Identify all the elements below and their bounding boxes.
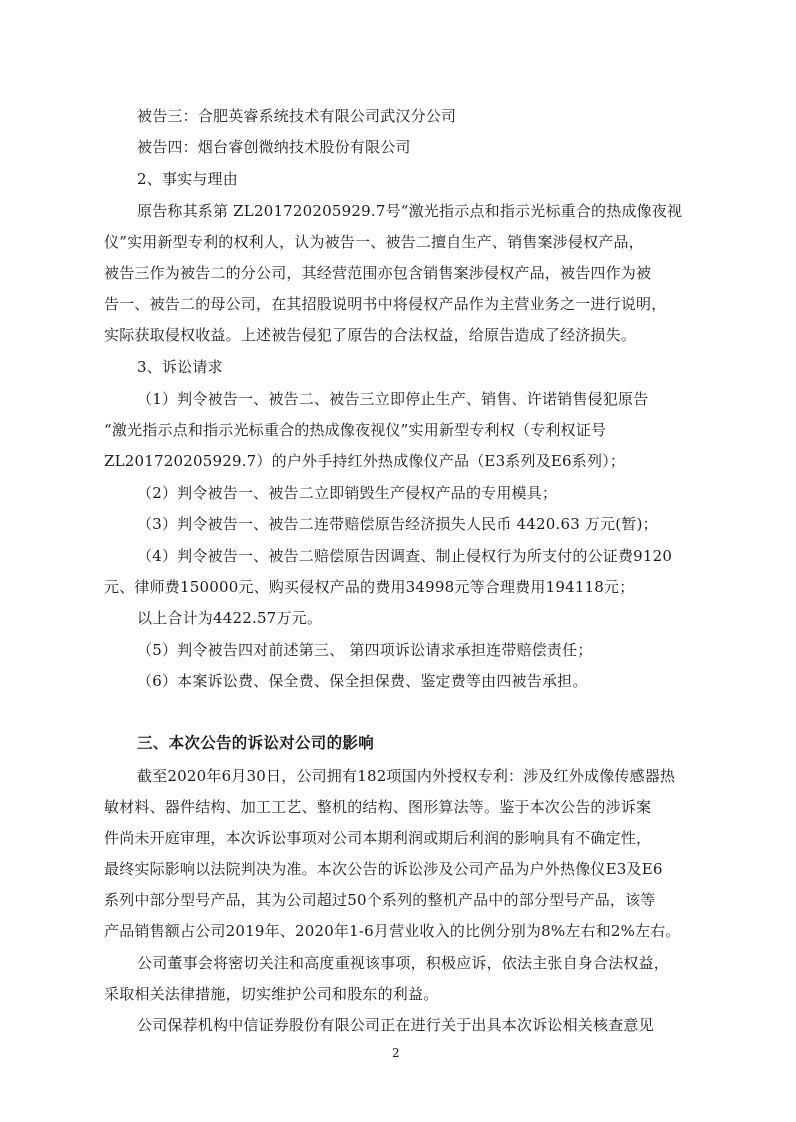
- board-line: 采取相关法律措施，切实维护公司和股东的利益。: [104, 985, 439, 1003]
- facts-line: 告一、被告二的母公司，在其招股说明书中将侵权产品作为主营业务之一进行说明，: [104, 295, 667, 313]
- board-line: 公司董事会将密切关注和高度重视该事项，积极应诉，依法主张自身合法权益，: [137, 954, 670, 972]
- claim-total: 以上合计为4422.57万元。: [137, 609, 323, 627]
- impact-line: 截至2020年6月30日，公司拥有182项国内外授权专利：涉及红外成像传感器热: [137, 767, 676, 785]
- claim-item-3: （3）判令被告一、被告二连带赔偿原告经济损失人民币 4420.63 万元(暂)；: [137, 515, 658, 533]
- impact-section-heading: 三、本次公告的诉讼对公司的影响: [137, 734, 375, 752]
- facts-line: 仪”实用新型专利的权利人，认为被告一、被告二擅自生产、销售案涉侵权产品，: [104, 233, 644, 251]
- claim-item-4: （4）判令被告一、被告二赔偿原告因调查、制止侵权行为所支付的公证费9120: [137, 547, 673, 565]
- impact-line: 件尚未开庭审理，本次诉讼事项对公司本期利润或期后利润的影响具有不确定性，: [104, 829, 652, 847]
- defendant-three-line: 被告三：合肥英睿系统技术有限公司武汉分公司: [137, 107, 457, 125]
- page-number: 2: [392, 1046, 400, 1060]
- claim-item-2: （2）判令被告一、被告二立即销毁生产侵权产品的专用模具；: [137, 484, 558, 502]
- claim-item-1: （1）判令被告一、被告二、被告三立即停止生产、销售、许诺销售侵犯原告: [137, 390, 649, 408]
- impact-line: 敏材料、器件结构、加工工艺、整机的结构、图形算法等。鉴于本次公告的涉诉案: [104, 798, 652, 816]
- claim-item-6: （6）本案诉讼费、保全费、保全担保费、鉴定费等由四被告承担。: [137, 672, 588, 690]
- defendant-four-line: 被告四：烟台睿创微纳技术股份有限公司: [137, 138, 411, 156]
- facts-line: 实际获取侵权收益。上述被告侵犯了原告的合法权益，给原告造成了经济损失。: [104, 326, 637, 344]
- claim-item-1-cont: ZL201720205929.7）的户外手持红外热成像仪产品（E3系列及E6系列）；: [104, 452, 626, 470]
- claim-item-1-cont: “激光指示点和指示光标重合的热成像夜视仪”实用新型专利权（专利权证号: [104, 421, 607, 439]
- claim-item-5: （5）判令被告四对前述第三、 第四项诉讼请求承担连带赔偿责任；: [137, 641, 593, 659]
- impact-line: 产品销售额占公司2019年、2020年1-6月营业收入的比例分别为8%左右和2%左右。: [104, 922, 681, 940]
- impact-line: 系列中部分型号产品，其为公司超过50个系列的整机产品中的部分型号产品，该等: [104, 891, 656, 909]
- claim-item-4-cont: 元、律师费150000元、购买侵权产品的费用34998元等合理费用194118元；: [104, 578, 635, 596]
- facts-line: 被告三作为被告二的分公司，其经营范围亦包含销售案涉侵权产品，被告四作为被: [104, 264, 652, 282]
- claims-heading: 3、诉讼请求: [137, 358, 223, 376]
- sponsor-line: 公司保荐机构中信证券股份有限公司正在进行关于出具本次诉讼相关核查意见: [137, 1016, 654, 1034]
- facts-line: 原告称其系第 ZL201720205929.7号“激光指示点和指示光标重合的热成像夜视: [137, 202, 683, 220]
- facts-heading: 2、事实与理由: [137, 170, 238, 188]
- impact-line: 最终实际影响以法院判决为准。本次公告的诉讼涉及公司产品为户外热像仪E3及E6: [104, 860, 663, 878]
